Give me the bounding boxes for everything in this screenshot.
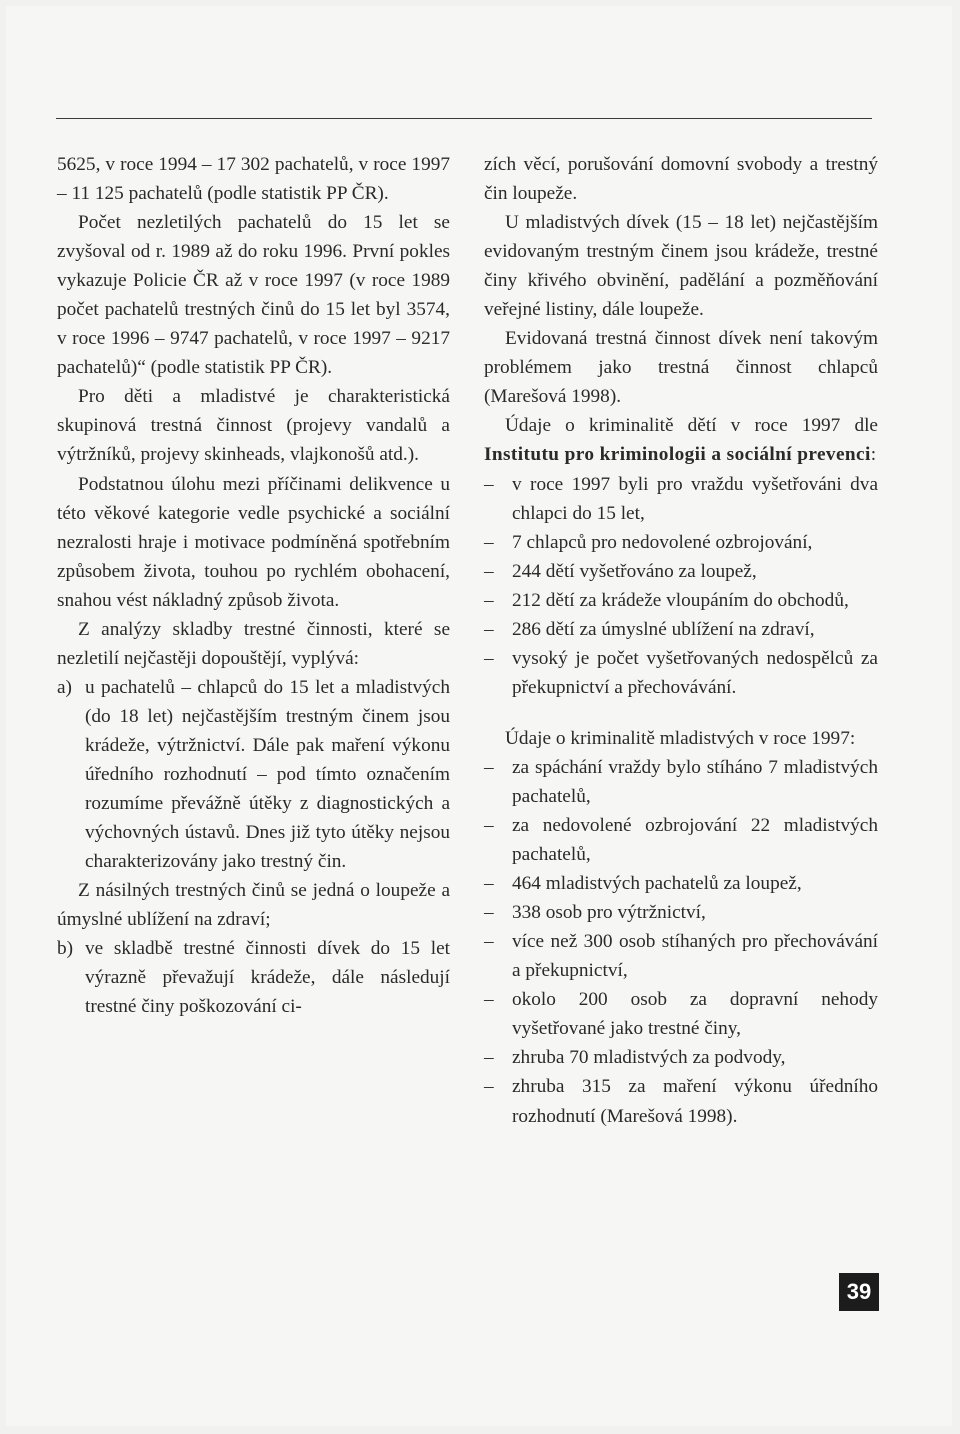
list-item (484, 586, 878, 615)
list-item (484, 615, 878, 644)
dash-marker: – (484, 902, 494, 924)
paragraph: Údaje o kriminalitě mladistvých v roce 1997: (505, 727, 856, 749)
paragraph: Z násilných trestných činů se jedná o loupeže a úmyslné ublížení na zdraví; (57, 880, 450, 931)
list-item-text: ve skladbě trestné činnosti dívek do 15 let výrazně převažují krádeže, dále následují trestné činy poškozování ci- (85, 938, 450, 1018)
list-item-text: okolo 200 osob za dopravní nehody vyšetřované jako trestné činy, (512, 989, 878, 1040)
juvenile-crime-list (484, 753, 878, 1131)
list-item-text: vysoký je počet vyšetřovaných nedospělců za překupnictví a přechovávání. (512, 647, 878, 698)
list-item-text: za nedovolené ozbrojování 22 mladistvých pachatelů, (512, 815, 878, 866)
list-item (484, 898, 878, 927)
right-column (484, 150, 878, 1131)
list-item-text: 286 dětí za úmyslné ublížení na zdraví, (512, 618, 815, 640)
dash-marker: – (484, 756, 494, 778)
list-item (484, 811, 878, 869)
paragraph: U mladistvých dívek (15 – 18 let) nejčastějším evidovaným trestným činem jsou krádeže, trestné činy křivého obvinění, padělání a pozměňování veřejné listiny, dále loupeže. (484, 212, 878, 321)
dash-marker: – (484, 1076, 494, 1098)
dash-marker: – (484, 618, 494, 640)
left-column (57, 150, 450, 1021)
paragraph: Pro děti a mladistvé je charakteristická skupinová trestná činnost (projevy vandalů a výtržníků, projevy skinheads, vlajkonošů atd.). (57, 386, 450, 466)
list-item (484, 644, 878, 702)
list-item (484, 927, 878, 985)
list-item-text: 464 mladistvých pachatelů za loupež, (512, 873, 802, 895)
list-item (484, 1043, 878, 1072)
list-item-b (57, 934, 450, 1021)
paragraph: Z analýzy skladby trestné činnosti, které se nezletilí nejčastěji dopouštějí, vyplývá: (57, 618, 450, 669)
list-item-a (57, 673, 450, 876)
list-item-text: za spáchání vraždy bylo stíháno 7 mladistvých pachatelů, (512, 756, 878, 807)
list-item-text: 212 dětí za krádeže vloupáním do obchodů, (512, 589, 849, 611)
list-item (484, 557, 878, 586)
list-item-text: 7 chlapců pro nedovolené ozbrojování, (512, 531, 813, 553)
list-item (484, 985, 878, 1043)
list-marker: b) (57, 938, 74, 960)
dash-marker: – (484, 1047, 494, 1069)
dash-marker: – (484, 473, 494, 495)
dash-marker: – (484, 560, 494, 582)
list-item (484, 1072, 878, 1130)
dash-marker: – (484, 873, 494, 895)
page-number: 39 (839, 1273, 879, 1311)
paragraph: zích věcí, porušování domovní svobody a trestný čin loupeže. (484, 154, 878, 205)
paragraph: Počet nezletilých pachatelů do 15 let se zvyšoval od r. 1989 až do roku 1996. První pokles vykazuje Policie ČR až v roce 1997 (v roce 1989 počet pachatelů trestných činů do 15 let byl 3574, v roce 1996 – 9747 pachatelů, v roce 1997 – 9217 pachatelů)“ (podle statistik PP ČR). (57, 212, 450, 379)
paragraph: 5625, v roce 1994 – 17 302 pachatelů, v roce 1997 – 11 125 pachatelů (podle statistik PP ČR). (57, 154, 450, 205)
dash-marker: – (484, 647, 494, 669)
paragraph (484, 411, 878, 469)
dash-marker: – (484, 931, 494, 953)
list-item-text: 338 osob pro výtržnictví, (512, 902, 706, 924)
header-rule (56, 118, 872, 119)
list-item (484, 470, 878, 528)
list-item-text: zhruba 315 za maření výkonu úředního rozhodnutí (Marešová 1998). (512, 1076, 878, 1127)
list-item-text: u pachatelů – chlapců do 15 let a mladistvých (do 18 let) nejčastějším trestným činem jsou krádeže, výtržnictví. Dále pak maření výkonu úředního rozhodnutí – pod tímto označením rozumíme převážně útěky z diagnostických a výchovných ústavů. Dnes již tyto útěky nejsou charakterizovány jako trestný čin. (85, 676, 450, 873)
list-marker: a) (57, 676, 72, 698)
paragraph-text: : (870, 444, 877, 466)
dash-marker: – (484, 589, 494, 611)
children-crime-list (484, 470, 878, 702)
list-item (484, 753, 878, 811)
dash-marker: – (484, 531, 494, 553)
list-item-text: 244 dětí vyšetřováno za loupež, (512, 560, 757, 582)
list-item (484, 528, 878, 557)
institute-name: Institutu pro kriminologii a sociální prevenci (484, 444, 871, 466)
dash-marker: – (484, 815, 494, 837)
list-item-text: zhruba 70 mladistvých za podvody, (512, 1047, 786, 1069)
list-item-text: v roce 1997 byli pro vraždu vyšetřováni dva chlapci do 15 let, (512, 473, 878, 524)
paragraph-text: Údaje o kriminalitě dětí v roce 1997 dle (505, 415, 878, 437)
paragraph: Podstatnou úlohu mezi příčinami delikvence u této věkové kategorie vedle psychické a sociální nezralosti hraje i motivace podmíněná spotřebním způsobem života, touhou po rychlém obohacení, snahou vést nákladný způsob života. (57, 473, 450, 611)
paragraph: Evidovaná trestná činnost dívek není takovým problémem jako trestná činnost chlapců (Marešová 1998). (484, 328, 878, 408)
list-item (484, 869, 878, 898)
dash-marker: – (484, 989, 494, 1011)
list-item-text: více než 300 osob stíhaných pro přechovávání a překupnictví, (512, 931, 878, 982)
